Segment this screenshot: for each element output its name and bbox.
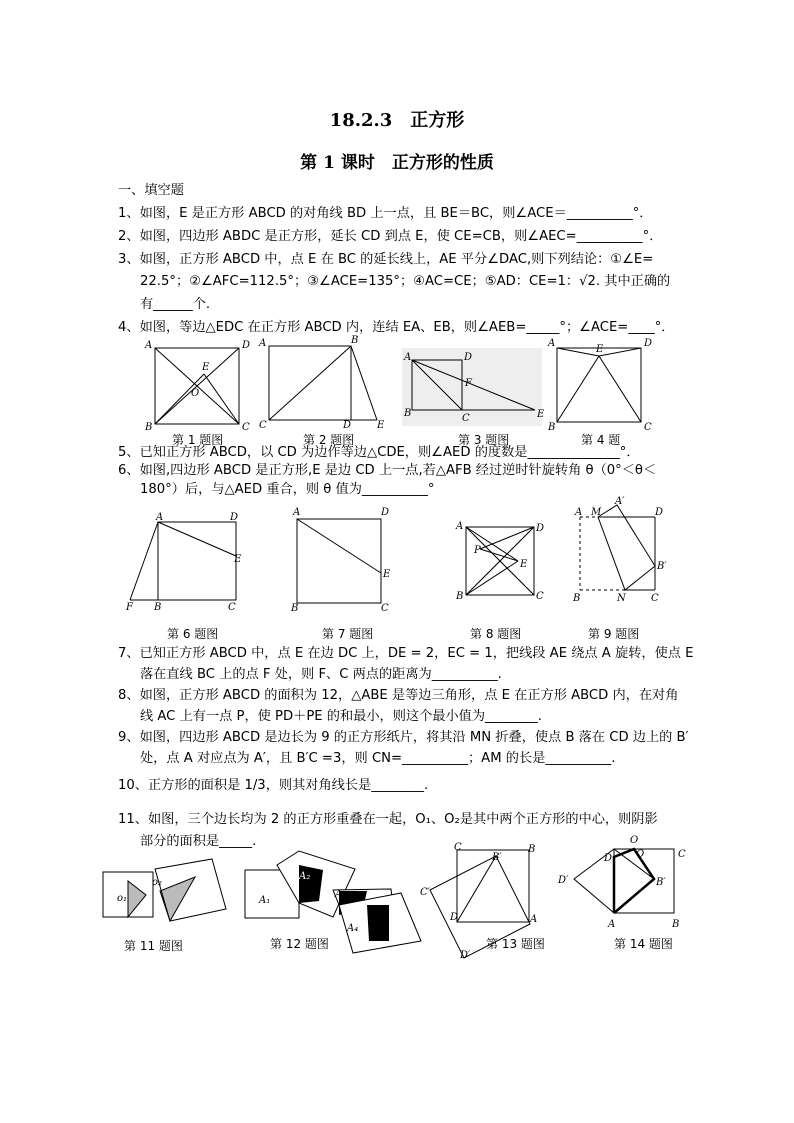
caption-figure-12: 第 12 题图 [270, 937, 329, 951]
caption-figure-6: 第 6 题图 [167, 627, 219, 641]
question-6-line2: 180°）后，与△AED 重合，则 θ 值为__________° [140, 482, 435, 497]
question-7-line1: 7、已知正方形 ABCD 中，点 E 在边 DC 上，DE = 2，EC = 1，把线段 AE 绕点 A 旋转，使点 E [118, 646, 694, 661]
figure-2 [255, 336, 385, 431]
svg-text:F: F [126, 602, 133, 613]
svg-text:E: E [202, 362, 210, 373]
svg-text:o₁: o₁ [117, 893, 128, 904]
svg-text:E: E [596, 344, 604, 355]
figure-7 [285, 505, 400, 614]
question-11-line2: 部分的面积是_____. [140, 834, 257, 849]
question-9-line2: 处，点 A 对应点为 A′，且 B′C =3，则 CN=__________；AM 的长是__________. [140, 751, 616, 766]
section-heading: 一、填空题 [118, 183, 184, 198]
svg-text:A₄: A₄ [347, 923, 359, 934]
svg-text:C: C [454, 842, 462, 853]
svg-text:N: N [617, 593, 626, 604]
caption-figure-3: 第 3 题图 [458, 433, 510, 447]
svg-text:E: E [234, 554, 242, 565]
figure-1 [140, 340, 250, 435]
caption-figure-4: 第 4 题 [581, 433, 621, 447]
svg-text:D: D [644, 338, 653, 349]
lesson-subtitle: 第 1 课时 正方形的性质 [300, 153, 494, 173]
svg-text:D: D [655, 507, 664, 518]
svg-text:A: A [156, 512, 164, 523]
svg-text:A: A [548, 338, 556, 349]
question-1: 1、如图，E 是正方形 ABCD 的对角线 BD 上一点，且 BE＝BC，则∠ACE＝__________°． [118, 206, 653, 221]
svg-text:D: D [450, 912, 459, 923]
svg-text:D: D [381, 507, 390, 518]
figure-14 [550, 835, 695, 935]
svg-text:F: F [465, 378, 472, 389]
svg-text:A₃: A₃ [335, 889, 347, 900]
svg-text:C: C [536, 591, 544, 602]
svg-text:D: D [604, 853, 613, 864]
svg-text:O: O [630, 835, 639, 846]
caption-figure-9: 第 9 题图 [588, 627, 640, 641]
svg-text:D′: D′ [558, 875, 569, 886]
question-5: 5、已知正方形 ABCD，以 CD 为边作等边△CDE，则∠AED 的度数是______________°． [118, 445, 640, 460]
question-3-line3: 有______个. [140, 297, 211, 312]
caption-figure-14: 第 14 题图 [614, 937, 673, 951]
figure-9 [565, 495, 675, 610]
svg-text:B: B [548, 422, 556, 433]
svg-text:D: D [536, 523, 545, 534]
svg-text:B: B [456, 591, 464, 602]
svg-text:E: E [377, 420, 385, 431]
caption-figure-7: 第 7 题图 [322, 627, 374, 641]
caption-figure-11: 第 11 题图 [124, 939, 183, 953]
svg-text:B: B [145, 422, 153, 433]
caption-figure-8: 第 8 题图 [470, 627, 522, 641]
svg-text:C: C [228, 602, 236, 613]
svg-text:B′: B′ [492, 852, 502, 863]
svg-text:C: C [462, 413, 470, 424]
svg-text:A: A [608, 919, 616, 930]
svg-text:M: M [591, 507, 602, 518]
question-8-line1: 8、如图，正方形 ABCD 的面积为 12，△ABE 是等边三角形，点 E 在正方形 ABCD 内，在对角 [118, 688, 679, 703]
svg-text:B: B [351, 335, 359, 346]
svg-text:C′: C′ [420, 887, 430, 898]
svg-text:C: C [259, 420, 267, 431]
question-2: 2、如图，四边形 ABDC 是正方形，延长 CD 到点 E，使 CE=CB，则∠AEC=__________°． [118, 229, 663, 244]
svg-text:C: C [644, 422, 652, 433]
svg-text:E: E [520, 559, 528, 570]
svg-text:A: A [404, 352, 412, 363]
page-title: 18.2.3 正方形 [329, 110, 465, 131]
svg-text:C: C [242, 422, 250, 433]
figure-4 [545, 338, 660, 433]
svg-text:C: C [381, 603, 389, 614]
question-10: 10、正方形的面积是 1/3，则其对角线长是________. [118, 778, 429, 793]
figure-11 [100, 855, 235, 935]
svg-text:A: A [259, 338, 267, 349]
svg-text:B: B [528, 844, 536, 855]
svg-text:O: O [636, 849, 645, 860]
svg-text:E: E [537, 409, 545, 420]
caption-figure-13: 第 13 题图 [486, 937, 545, 951]
svg-text:O: O [191, 388, 200, 399]
svg-text:C: C [678, 849, 686, 860]
svg-text:B: B [154, 602, 162, 613]
caption-figure-1: 第 1 题图 [172, 433, 224, 447]
svg-text:C: C [651, 593, 659, 604]
question-7-line2: 落在直线 BC 上的点 F 处，则 F、C 两点的距离为__________. [140, 667, 502, 682]
question-9-line1: 9、如图，四边形 ABCD 是边长为 9 的正方形纸片，将其沿 MN 折叠，使点 B 落在 CD 边上的 B′ [118, 730, 689, 745]
svg-text:E: E [383, 569, 391, 580]
svg-text:B: B [291, 603, 299, 614]
question-3-line1: 3、如图，正方形 ABCD 中，点 E 在 BC 的延长线上，AE 平分∠DAC,则下列结论：①∠E= [118, 252, 654, 267]
svg-text:A: A [145, 340, 153, 351]
svg-text:A: A [575, 507, 583, 518]
figure-6 [120, 510, 250, 615]
question-8-line2: 线 AC 上有一点 P，使 PD＋PE 的和最小，则这个最小值为________. [140, 709, 542, 724]
svg-text:D: D [343, 420, 352, 431]
question-3-line2: 22.5°；②∠AFC=112.5°；③∠ACE=135°；④AC=CE；⑤AD：CE=1：√2. 其中正确的 [140, 274, 671, 289]
svg-text:o₂: o₂ [152, 877, 163, 888]
svg-text:A₁: A₁ [259, 895, 271, 906]
svg-text:A₂: A₂ [299, 871, 311, 882]
svg-text:D: D [230, 512, 239, 523]
svg-text:P: P [474, 545, 481, 556]
svg-text:A: A [293, 507, 301, 518]
svg-text:A: A [456, 521, 464, 532]
svg-text:B: B [404, 408, 412, 419]
figure-3 [400, 348, 545, 428]
question-11-line1: 11、如图，三个边长均为 2 的正方形重叠在一起，O₁、O₂是其中两个正方形的中心，则阴影 [118, 812, 658, 827]
svg-text:D: D [242, 340, 251, 351]
svg-text:B′: B′ [656, 877, 666, 888]
svg-text:A: A [530, 914, 538, 925]
figure-8 [452, 515, 552, 610]
question-4: 4、如图，等边△EDC 在正方形 ABCD 内，连结 EA、EB，则∠AEB=_____°；∠ACE=____°． [118, 320, 675, 335]
caption-figure-2: 第 2 题图 [303, 433, 355, 447]
svg-text:B: B [672, 919, 680, 930]
svg-text:B′: B′ [657, 561, 667, 572]
svg-text:D′: D′ [460, 950, 471, 961]
question-6-line1: 6、如图,四边形 ABCD 是正方形,E 是边 CD 上一点,若△AFB 经过逆时针旋转角 θ（0°＜θ＜ [118, 463, 657, 478]
svg-text:A′: A′ [615, 496, 625, 507]
svg-text:D: D [464, 352, 473, 363]
svg-text:B: B [573, 593, 581, 604]
